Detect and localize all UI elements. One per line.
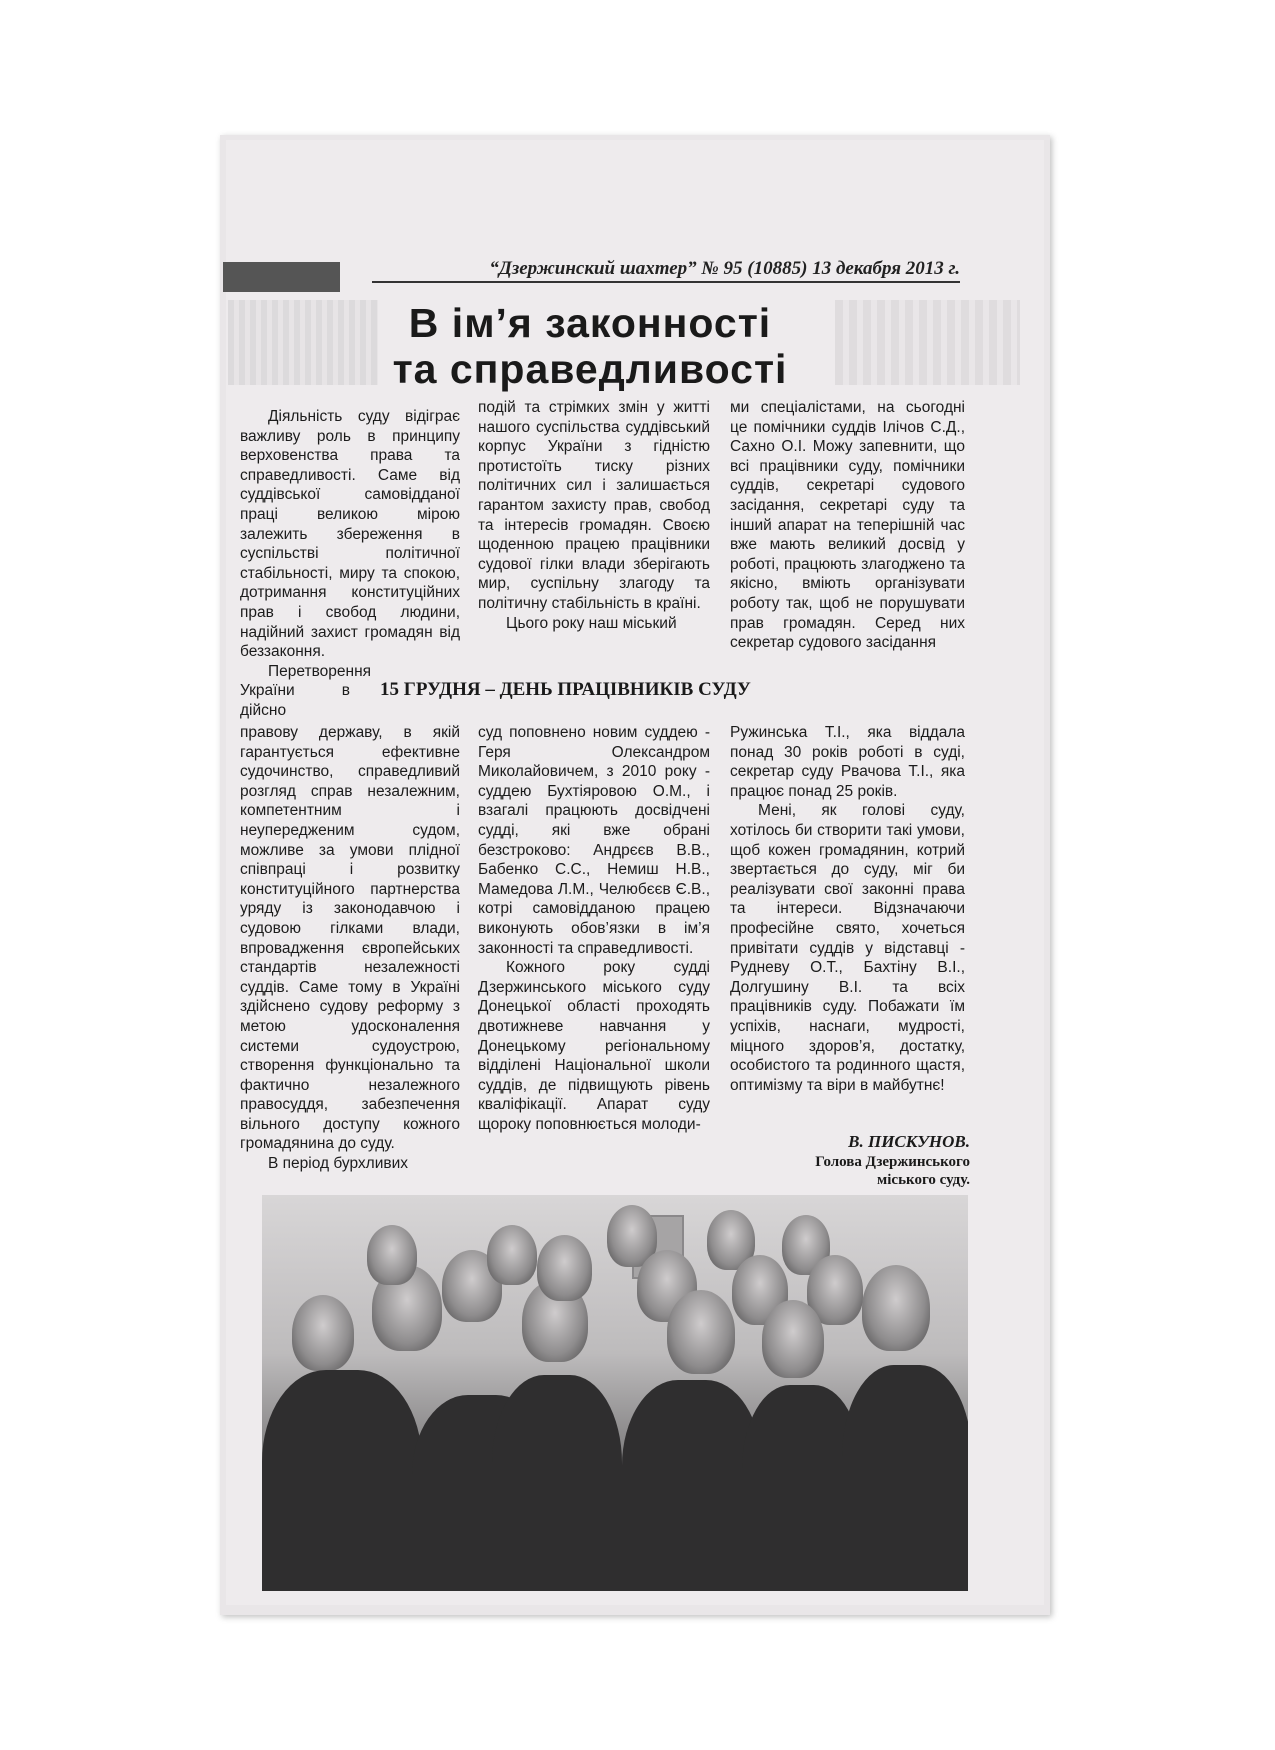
newspaper-header: “Дзержинский шахтер” № 95 (10885) 13 декабря 2013 г. [372, 258, 960, 283]
paragraph: Кожного року судді Дзержинського міського суду Донецької області проходять двотижневе навчання у Донецькому регіональному відділені Національної школи суддів, де підвищують рівень кваліфікації. Апарат суду щороку поповнюється молоди- [478, 959, 710, 1133]
person-body [622, 1380, 762, 1591]
paragraph: Перетворення України в дійсно [240, 662, 372, 719]
column-3-bottom [730, 723, 965, 1095]
column-2-bottom [478, 723, 710, 1134]
person-head [367, 1225, 417, 1285]
paragraph: Діяльність суду відіграє важливу роль в принципу верховенства права та справедливості. Саме від суддівської самовідданої праці великою мірою залежить збереження в суспільстві політичної стабільності, миру та спокою, дотримання конституційних прав і свобод людини, надійний захист громадян від беззаконня. [240, 408, 460, 661]
person-head [537, 1235, 592, 1301]
paragraph: Мені, як голові суду, хотілось би створити такі умови, щоб кожен громадянин, котрий звертається до суду, міг би реалізувати свої законні права та інтереси. Відзначаючи професійне свято, хочеться привітати суддів у відставці - Рудневу О.Т., Бахтіну В.І., Долгушину В.І. та всіх працівників суду. Побажати їм успіхів, наснаги, мудрості, міцного здоров’я, достатку, особистого та родинного щастя, оптимізму та віри в майбутнє! [730, 802, 965, 1094]
section-subheading: 15 ГРУДНЯ – ДЕНЬ ПРАЦІВНИКІВ СУДУ [380, 679, 751, 700]
person-body [492, 1375, 622, 1591]
paragraph: В період бурхливих [268, 1155, 409, 1173]
paragraph: подій та стрімких змін у житті нашого суспільства суддівський корпус України з гідністю протистоїть тиску різних політичних сил і залишається гарантом захисту прав, свобод та інтересів громадян. Своєю щоденною працею працівники судової гілки влади зберігають мир, суспільну злагоду та політичну стабільність в країні. [478, 399, 710, 612]
person-head [292, 1295, 354, 1371]
title-line-2: та справедливості [392, 346, 788, 392]
person-head [762, 1300, 824, 1378]
signature-block [740, 1131, 970, 1189]
column-1-bottom [240, 723, 460, 1174]
bleed-through-right [835, 300, 1020, 385]
paragraph: ми спеціалістами, на сьогодні це помічники суддів Ілічов С.Д., Сахно О.І. Можу запевнити, що всі працівники суду, помічники суддів, секретарі судового засідання, секретарі суду та інший апарат на теперішній час вже мають великий досвід у роботі, працюють злагоджено та якісно, вміють організувати роботу так, щоб не порушувати прав громадян. Серед них секретар судового засідання [730, 399, 965, 652]
group-photo [262, 1195, 968, 1591]
title-line-1: В ім’я законності [408, 300, 772, 346]
author-name: В. ПИСКУНОВ. [848, 1132, 970, 1151]
paragraph: правову державу, в якій гарантується ефективне судочинство, справедливий розгляд справ незалежним, компетентним і неупередженим судом, можливе за умови плідної співпраці і розвитку конституційного партнерства уряду із законодавчою і судовою гілками влади, впровадження європейських стандартів незалежності суддів. Саме тому в Україні здійснено судову реформу з метою удосконалення системи судоустрою, створення функціонально та фактично незалежного правосуддя, забезпечення вільного доступу кожного громадянина до суду. [240, 724, 460, 1153]
person-body [842, 1365, 968, 1591]
author-title-line-1: Голова Дзержинського [815, 1154, 970, 1170]
header-bar [223, 262, 340, 292]
article-title [340, 300, 840, 392]
column-3-top [730, 398, 965, 653]
person-head [862, 1265, 930, 1351]
author-title-line-2: міського суду. [877, 1172, 970, 1188]
person-head [667, 1290, 735, 1374]
person-head [487, 1225, 537, 1285]
paragraph: суд поповнено новим суддею - Геря Олександром Миколайовичем, з 2010 року - суддею Бухтіяровою О.М., і взагалі працюють досвідчені судді, які вже обрані безстроково: Андрєєв В.В., Бабенко С.С., Немиш Н.В., Мамедова Л.М., Челюбєєв Є.В., котрі самовідданою працею виконують обов’язки в ім’я законності та справедливості. [478, 724, 710, 957]
person-body [262, 1370, 422, 1591]
column-1-top [240, 407, 460, 721]
paragraph: Ружинська Т.І., яка віддала понад 30 років роботі в суді, секретар суду Рвачова Т.І., яка працює понад 25 років. [730, 724, 965, 800]
paragraph: Цього року наш міський [506, 614, 677, 632]
column-2-top [478, 398, 710, 633]
